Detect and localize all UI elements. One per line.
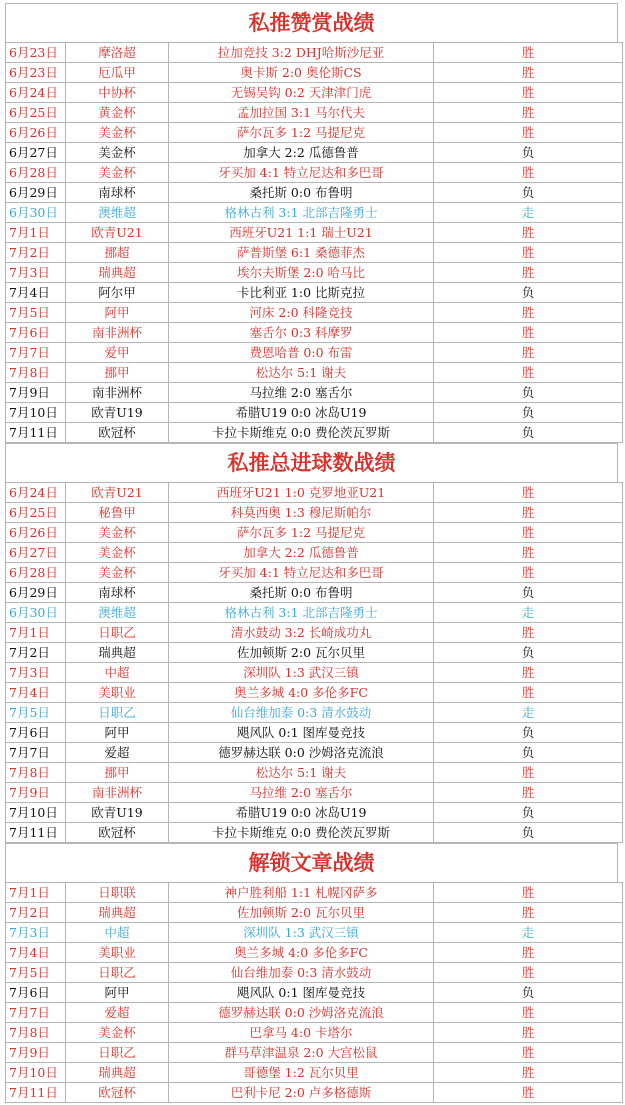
result-cell: 胜 bbox=[434, 783, 623, 803]
league-cell: 美金杯 bbox=[66, 123, 169, 143]
match-cell: 牙买加 4:1 特立尼达和多巴哥 bbox=[169, 163, 434, 183]
match-cell: 清水鼓动 3:2 长崎成功丸 bbox=[169, 623, 434, 643]
table-row bbox=[6, 403, 623, 423]
match-cell: 哥德堡 1:2 瓦尔贝里 bbox=[169, 1063, 434, 1083]
match-cell: 萨尔瓦多 1:2 马提尼克 bbox=[169, 123, 434, 143]
date-cell: 7月7日 bbox=[6, 1003, 66, 1023]
table-row bbox=[6, 963, 623, 983]
league-cell: 爱超 bbox=[66, 743, 169, 763]
league-cell: 欧青U19 bbox=[66, 803, 169, 823]
match-cell: 松达尔 5:1 谢夫 bbox=[169, 363, 434, 383]
league-cell: 欧冠杯 bbox=[66, 823, 169, 843]
table-row bbox=[6, 543, 623, 563]
result-cell: 负 bbox=[434, 183, 623, 203]
league-cell: 美金杯 bbox=[66, 143, 169, 163]
match-cell: 卡拉卡斯维克 0:0 费伦茨瓦罗斯 bbox=[169, 823, 434, 843]
match-cell: 格林古利 3:1 北部吉隆勇士 bbox=[169, 203, 434, 223]
table-row bbox=[6, 683, 623, 703]
table-row bbox=[6, 783, 623, 803]
result-cell: 负 bbox=[434, 803, 623, 823]
table-row bbox=[6, 583, 623, 603]
match-cell: 奥兰多城 4:0 多伦多FC bbox=[169, 683, 434, 703]
date-cell: 7月4日 bbox=[6, 683, 66, 703]
date-cell: 6月24日 bbox=[6, 83, 66, 103]
table-row bbox=[6, 123, 623, 143]
date-cell: 6月30日 bbox=[6, 603, 66, 623]
result-cell: 负 bbox=[434, 423, 623, 443]
date-cell: 7月11日 bbox=[6, 423, 66, 443]
result-cell: 负 bbox=[434, 823, 623, 843]
result-cell: 胜 bbox=[434, 43, 623, 63]
table-row bbox=[6, 823, 623, 843]
date-cell: 7月1日 bbox=[6, 883, 66, 903]
date-cell: 7月2日 bbox=[6, 903, 66, 923]
table-row bbox=[6, 223, 623, 243]
result-cell: 负 bbox=[434, 723, 623, 743]
league-cell: 美金杯 bbox=[66, 543, 169, 563]
date-cell: 6月25日 bbox=[6, 503, 66, 523]
league-cell: 澳维超 bbox=[66, 203, 169, 223]
match-cell: 加拿大 2:2 瓜德鲁普 bbox=[169, 543, 434, 563]
result-cell: 胜 bbox=[434, 343, 623, 363]
date-cell: 7月10日 bbox=[6, 803, 66, 823]
match-cell: 佐加顿斯 2:0 瓦尔贝里 bbox=[169, 903, 434, 923]
table-row bbox=[6, 703, 623, 723]
date-cell: 6月28日 bbox=[6, 163, 66, 183]
result-cell: 胜 bbox=[434, 903, 623, 923]
date-cell: 7月4日 bbox=[6, 943, 66, 963]
match-cell: 巴拿马 4:0 卡塔尔 bbox=[169, 1023, 434, 1043]
result-cell: 走 bbox=[434, 703, 623, 723]
date-cell: 7月2日 bbox=[6, 643, 66, 663]
league-cell: 瑞典超 bbox=[66, 643, 169, 663]
result-cell: 胜 bbox=[434, 323, 623, 343]
table-row bbox=[6, 1043, 623, 1063]
date-cell: 7月8日 bbox=[6, 763, 66, 783]
date-cell: 6月26日 bbox=[6, 523, 66, 543]
match-cell: 萨尔瓦多 1:2 马提尼克 bbox=[169, 523, 434, 543]
records-table bbox=[5, 482, 623, 843]
league-cell: 欧冠杯 bbox=[66, 423, 169, 443]
match-cell: 卡拉卡斯维克 0:0 费伦茨瓦罗斯 bbox=[169, 423, 434, 443]
league-cell: 美金杯 bbox=[66, 523, 169, 543]
league-cell: 南非洲杯 bbox=[66, 783, 169, 803]
date-cell: 7月7日 bbox=[6, 343, 66, 363]
league-cell: 日职乙 bbox=[66, 963, 169, 983]
match-cell: 西班牙U21 1:1 瑞士U21 bbox=[169, 223, 434, 243]
date-cell: 7月7日 bbox=[6, 743, 66, 763]
date-cell: 6月25日 bbox=[6, 103, 66, 123]
result-cell: 胜 bbox=[434, 543, 623, 563]
table-row bbox=[6, 343, 623, 363]
league-cell: 中超 bbox=[66, 663, 169, 683]
table-row bbox=[6, 103, 623, 123]
result-cell: 胜 bbox=[434, 303, 623, 323]
date-cell: 7月4日 bbox=[6, 283, 66, 303]
table-row bbox=[6, 1023, 623, 1043]
date-cell: 7月6日 bbox=[6, 323, 66, 343]
table-row bbox=[6, 603, 623, 623]
date-cell: 6月23日 bbox=[6, 43, 66, 63]
result-cell: 胜 bbox=[434, 83, 623, 103]
table-row bbox=[6, 723, 623, 743]
league-cell: 挪甲 bbox=[66, 763, 169, 783]
date-cell: 7月2日 bbox=[6, 243, 66, 263]
result-cell: 胜 bbox=[434, 963, 623, 983]
league-cell: 日职联 bbox=[66, 883, 169, 903]
date-cell: 7月11日 bbox=[6, 1083, 66, 1103]
table-row bbox=[6, 1083, 623, 1103]
table-row bbox=[6, 503, 623, 523]
result-cell: 胜 bbox=[434, 563, 623, 583]
result-cell: 胜 bbox=[434, 243, 623, 263]
result-cell: 负 bbox=[434, 143, 623, 163]
date-cell: 6月29日 bbox=[6, 583, 66, 603]
table-row bbox=[6, 803, 623, 823]
match-cell: 深圳队 1:3 武汉三镇 bbox=[169, 663, 434, 683]
match-cell: 飓风队 0:1 图库曼竞技 bbox=[169, 723, 434, 743]
table-row bbox=[6, 383, 623, 403]
table-row bbox=[6, 923, 623, 943]
result-cell: 胜 bbox=[434, 763, 623, 783]
date-cell: 7月1日 bbox=[6, 223, 66, 243]
date-cell: 6月27日 bbox=[6, 143, 66, 163]
match-cell: 拉加竞技 3:2 DHJ哈斯沙尼亚 bbox=[169, 43, 434, 63]
league-cell: 摩洛超 bbox=[66, 43, 169, 63]
match-cell: 巴利卡尼 2:0 卢多格德斯 bbox=[169, 1083, 434, 1103]
date-cell: 7月8日 bbox=[6, 363, 66, 383]
match-cell: 希腊U19 0:0 冰岛U19 bbox=[169, 403, 434, 423]
league-cell: 阿甲 bbox=[66, 303, 169, 323]
result-cell: 胜 bbox=[434, 483, 623, 503]
league-cell: 美金杯 bbox=[66, 163, 169, 183]
result-cell: 胜 bbox=[434, 163, 623, 183]
table-row bbox=[6, 323, 623, 343]
league-cell: 阿甲 bbox=[66, 983, 169, 1003]
result-cell: 负 bbox=[434, 403, 623, 423]
result-cell: 胜 bbox=[434, 503, 623, 523]
date-cell: 6月30日 bbox=[6, 203, 66, 223]
match-cell: 深圳队 1:3 武汉三镇 bbox=[169, 923, 434, 943]
match-cell: 牙买加 4:1 特立尼达和多巴哥 bbox=[169, 563, 434, 583]
league-cell: 阿尔甲 bbox=[66, 283, 169, 303]
date-cell: 6月26日 bbox=[6, 123, 66, 143]
table-row bbox=[6, 283, 623, 303]
result-cell: 负 bbox=[434, 743, 623, 763]
match-cell: 无锡吴钩 0:2 天津津门虎 bbox=[169, 83, 434, 103]
league-cell: 南非洲杯 bbox=[66, 383, 169, 403]
league-cell: 瑞典超 bbox=[66, 903, 169, 923]
league-cell: 美职业 bbox=[66, 943, 169, 963]
table-row bbox=[6, 43, 623, 63]
date-cell: 7月3日 bbox=[6, 923, 66, 943]
result-cell: 胜 bbox=[434, 663, 623, 683]
result-cell: 负 bbox=[434, 283, 623, 303]
match-cell: 松达尔 5:1 谢夫 bbox=[169, 763, 434, 783]
league-cell: 中协杯 bbox=[66, 83, 169, 103]
table-row bbox=[6, 983, 623, 1003]
table-row bbox=[6, 363, 623, 383]
date-cell: 7月3日 bbox=[6, 263, 66, 283]
result-cell: 胜 bbox=[434, 123, 623, 143]
match-cell: 格林古利 3:1 北部吉隆勇士 bbox=[169, 603, 434, 623]
match-cell: 科莫西奥 1:3 穆尼斯帕尔 bbox=[169, 503, 434, 523]
date-cell: 7月6日 bbox=[6, 983, 66, 1003]
match-cell: 希腊U19 0:0 冰岛U19 bbox=[169, 803, 434, 823]
league-cell: 澳维超 bbox=[66, 603, 169, 623]
table-row bbox=[6, 563, 623, 583]
league-cell: 南球杯 bbox=[66, 583, 169, 603]
date-cell: 6月29日 bbox=[6, 183, 66, 203]
table-row bbox=[6, 483, 623, 503]
date-cell: 6月27日 bbox=[6, 543, 66, 563]
result-cell: 胜 bbox=[434, 943, 623, 963]
records-sheet bbox=[5, 3, 618, 1103]
date-cell: 7月5日 bbox=[6, 703, 66, 723]
section-title: 解锁文章战绩 bbox=[5, 843, 618, 882]
league-cell: 日职乙 bbox=[66, 623, 169, 643]
result-cell: 负 bbox=[434, 383, 623, 403]
result-cell: 胜 bbox=[434, 1063, 623, 1083]
match-cell: 仙台维加泰 0:3 清水鼓动 bbox=[169, 963, 434, 983]
table-row bbox=[6, 743, 623, 763]
league-cell: 美职业 bbox=[66, 683, 169, 703]
date-cell: 7月6日 bbox=[6, 723, 66, 743]
match-cell: 飓风队 0:1 图库曼竞技 bbox=[169, 983, 434, 1003]
league-cell: 欧冠杯 bbox=[66, 1083, 169, 1103]
table-row bbox=[6, 303, 623, 323]
table-row bbox=[6, 63, 623, 83]
table-row bbox=[6, 903, 623, 923]
match-cell: 西班牙U21 1:0 克罗地亚U21 bbox=[169, 483, 434, 503]
league-cell: 挪超 bbox=[66, 243, 169, 263]
table-row bbox=[6, 883, 623, 903]
match-cell: 奥卡斯 2:0 奥伦斯CS bbox=[169, 63, 434, 83]
match-cell: 塞舌尔 0:3 科摩罗 bbox=[169, 323, 434, 343]
table-row bbox=[6, 643, 623, 663]
table-row bbox=[6, 143, 623, 163]
match-cell: 佐加顿斯 2:0 瓦尔贝里 bbox=[169, 643, 434, 663]
match-cell: 马拉维 2:0 塞舌尔 bbox=[169, 383, 434, 403]
result-cell: 胜 bbox=[434, 363, 623, 383]
match-cell: 桑托斯 0:0 布鲁明 bbox=[169, 583, 434, 603]
table-row bbox=[6, 243, 623, 263]
league-cell: 美金杯 bbox=[66, 563, 169, 583]
match-cell: 奥兰多城 4:0 多伦多FC bbox=[169, 943, 434, 963]
table-row bbox=[6, 1063, 623, 1083]
table-row bbox=[6, 623, 623, 643]
date-cell: 7月10日 bbox=[6, 1063, 66, 1083]
result-cell: 胜 bbox=[434, 1043, 623, 1063]
table-row bbox=[6, 663, 623, 683]
league-cell: 瑞典超 bbox=[66, 263, 169, 283]
league-cell: 欧青U21 bbox=[66, 223, 169, 243]
match-cell: 埃尔夫斯堡 2:0 哈马比 bbox=[169, 263, 434, 283]
league-cell: 挪甲 bbox=[66, 363, 169, 383]
table-row bbox=[6, 83, 623, 103]
table-row bbox=[6, 943, 623, 963]
result-cell: 胜 bbox=[434, 683, 623, 703]
league-cell: 黄金杯 bbox=[66, 103, 169, 123]
table-row bbox=[6, 263, 623, 283]
match-cell: 费恩哈普 0:0 布雷 bbox=[169, 343, 434, 363]
league-cell: 秘鲁甲 bbox=[66, 503, 169, 523]
league-cell: 瑞典超 bbox=[66, 1063, 169, 1083]
match-cell: 桑托斯 0:0 布鲁明 bbox=[169, 183, 434, 203]
date-cell: 7月5日 bbox=[6, 303, 66, 323]
result-cell: 走 bbox=[434, 203, 623, 223]
date-cell: 7月9日 bbox=[6, 383, 66, 403]
result-cell: 胜 bbox=[434, 883, 623, 903]
match-cell: 神户胜利船 1:1 札幌冈萨多 bbox=[169, 883, 434, 903]
result-cell: 胜 bbox=[434, 1083, 623, 1103]
result-cell: 胜 bbox=[434, 103, 623, 123]
match-cell: 河床 2:0 科隆竞技 bbox=[169, 303, 434, 323]
league-cell: 日职乙 bbox=[66, 703, 169, 723]
date-cell: 7月1日 bbox=[6, 623, 66, 643]
match-cell: 萨普斯堡 6:1 桑德菲杰 bbox=[169, 243, 434, 263]
date-cell: 7月11日 bbox=[6, 823, 66, 843]
date-cell: 7月5日 bbox=[6, 963, 66, 983]
match-cell: 卡比利亚 1:0 比斯克拉 bbox=[169, 283, 434, 303]
result-cell: 胜 bbox=[434, 623, 623, 643]
table-row bbox=[6, 423, 623, 443]
result-cell: 走 bbox=[434, 603, 623, 623]
match-cell: 仙台维加泰 0:3 清水鼓动 bbox=[169, 703, 434, 723]
league-cell: 欧青U21 bbox=[66, 483, 169, 503]
league-cell: 美金杯 bbox=[66, 1023, 169, 1043]
date-cell: 6月23日 bbox=[6, 63, 66, 83]
result-cell: 胜 bbox=[434, 1023, 623, 1043]
date-cell: 7月3日 bbox=[6, 663, 66, 683]
match-cell: 德罗赫达联 0:0 沙姆洛克流浪 bbox=[169, 743, 434, 763]
league-cell: 阿甲 bbox=[66, 723, 169, 743]
result-cell: 负 bbox=[434, 643, 623, 663]
date-cell: 6月28日 bbox=[6, 563, 66, 583]
date-cell: 6月24日 bbox=[6, 483, 66, 503]
match-cell: 群马草津温泉 2:0 大宫松鼠 bbox=[169, 1043, 434, 1063]
league-cell: 厄瓜甲 bbox=[66, 63, 169, 83]
table-row bbox=[6, 523, 623, 543]
table-row bbox=[6, 1003, 623, 1023]
league-cell: 爱超 bbox=[66, 1003, 169, 1023]
records-table bbox=[5, 42, 623, 443]
result-cell: 负 bbox=[434, 583, 623, 603]
match-cell: 加拿大 2:2 瓜德鲁普 bbox=[169, 143, 434, 163]
table-row bbox=[6, 183, 623, 203]
section-title: 私推总进球数战绩 bbox=[5, 443, 618, 482]
date-cell: 7月9日 bbox=[6, 783, 66, 803]
league-cell: 日职乙 bbox=[66, 1043, 169, 1063]
result-cell: 胜 bbox=[434, 63, 623, 83]
league-cell: 中超 bbox=[66, 923, 169, 943]
result-cell: 胜 bbox=[434, 223, 623, 243]
result-cell: 胜 bbox=[434, 523, 623, 543]
result-cell: 负 bbox=[434, 983, 623, 1003]
match-cell: 德罗赫达联 0:0 沙姆洛克流浪 bbox=[169, 1003, 434, 1023]
match-cell: 马拉维 2:0 塞舌尔 bbox=[169, 783, 434, 803]
match-cell: 孟加拉国 3:1 马尔代夫 bbox=[169, 103, 434, 123]
table-row bbox=[6, 203, 623, 223]
result-cell: 走 bbox=[434, 923, 623, 943]
date-cell: 7月9日 bbox=[6, 1043, 66, 1063]
result-cell: 胜 bbox=[434, 263, 623, 283]
date-cell: 7月8日 bbox=[6, 1023, 66, 1043]
section-title: 私推赞赏战绩 bbox=[5, 3, 618, 42]
league-cell: 南非洲杯 bbox=[66, 323, 169, 343]
result-cell: 胜 bbox=[434, 1003, 623, 1023]
league-cell: 欧青U19 bbox=[66, 403, 169, 423]
table-row bbox=[6, 763, 623, 783]
league-cell: 爱甲 bbox=[66, 343, 169, 363]
records-table bbox=[5, 882, 623, 1103]
date-cell: 7月10日 bbox=[6, 403, 66, 423]
league-cell: 南球杯 bbox=[66, 183, 169, 203]
table-row bbox=[6, 163, 623, 183]
